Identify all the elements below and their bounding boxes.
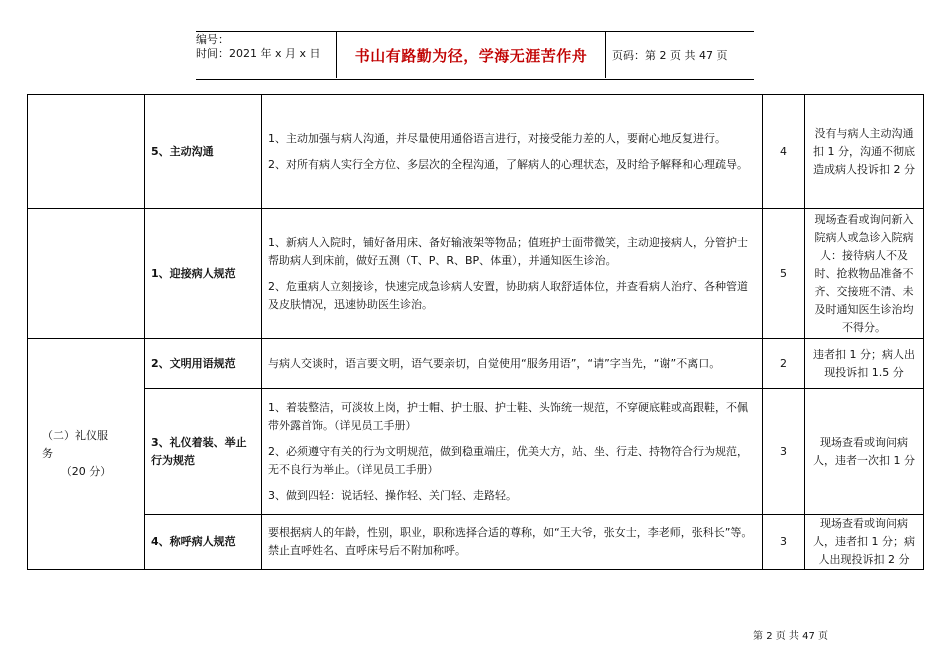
- item-content: [262, 389, 763, 515]
- item-score: 2: [763, 339, 805, 389]
- content-paragraph: 1、主动加强与病人沟通，并尽量使用通俗语言进行，对接受能力差的人，要耐心地反复进行。: [268, 131, 726, 145]
- header-meta: [196, 32, 336, 78]
- motto: 书山有路勤为径，学海无涯苦作舟: [336, 32, 606, 78]
- item-score: 3: [763, 389, 805, 515]
- item-name: 1、迎接病人规范: [145, 209, 262, 339]
- table-row: [28, 95, 924, 209]
- item-content: [262, 515, 763, 570]
- category-title-line2: 务: [42, 447, 53, 460]
- category-cell-blank-top: [28, 95, 145, 209]
- header-bottom-rule: [196, 79, 754, 80]
- page-footer: 第 2 页 共 47 页: [753, 631, 828, 642]
- item-deduction: 现场查看或询问新入院病人或急诊入院病人：接待病人不及时、抢救物品准备不齐、交接班不清、未及时通知医生诊治均不得分。: [805, 209, 924, 339]
- time-label: 时间：2021 年 x 月 x 日: [196, 47, 321, 60]
- item-deduction: 现场查看或询问病人，违者扣 1 分；病人出现投诉扣 2 分: [805, 515, 924, 570]
- content-paragraph: 2、对所有病人实行全方位、多层次的全程沟通，了解病人的心理状态，及时给予解释和心理疏导。: [268, 157, 748, 171]
- number-label: 编号：: [196, 33, 229, 46]
- item-score: 4: [763, 95, 805, 209]
- item-deduction: 现场查看或询问病人，违者一次扣 1 分: [805, 389, 924, 515]
- item-score: 3: [763, 515, 805, 570]
- item-deduction: 违者扣 1 分；病人出现投诉扣 1.5 分: [805, 339, 924, 389]
- content-paragraph: 2、必须遵守有关的行为文明规范，做到稳重端庄，优美大方，站、坐、行走、持物符合行为规范，无不良行为举止。（详见员工手册）: [268, 444, 748, 476]
- item-content: [262, 95, 763, 209]
- item-score: 5: [763, 209, 805, 339]
- table-row: [28, 339, 924, 389]
- category-cell-blank-bottom: [28, 209, 145, 339]
- item-content: [262, 209, 763, 339]
- content-paragraph: 1、新病人入院时，铺好备用床、备好输液架等物品；值班护士面带微笑，主动迎接病人，分管护士帮助病人到床前，做好五测（T、P、R、BP、体重），并通知医生诊治。: [268, 235, 748, 267]
- content-paragraph: 与病人交谈时，语言要文明，语气要亲切，自觉使用“服务用语”，“请”字当先，“谢”不离口。: [268, 356, 721, 370]
- page-indicator: 页码：第 2 页 共 47 页: [612, 49, 728, 62]
- content-paragraph: 3、做到四轻：说话轻、操作轻、关门轻、走路轻。: [268, 488, 517, 502]
- content-paragraph: 要根据病人的年龄，性别，职业，职称选择合适的尊称，如“王大爷，张女士，李老师，张科长”等。禁止直呼姓名、直呼床号后不附加称呼。: [268, 526, 753, 557]
- item-name: 3、礼仪着装、举止行为规范: [145, 389, 262, 515]
- content-paragraph: 2、危重病人立刻接诊，快速完成急诊病人安置，协助病人取舒适体位，并查看病人治疗、各种管道及皮肤情况，迅速协助医生诊治。: [268, 279, 748, 311]
- item-name: 5、主动沟通: [145, 95, 262, 209]
- content-paragraph: 1、着装整洁，可淡妆上岗，护士帽、护士服、护士鞋、头饰统一规范，不穿硬底鞋或高跟鞋，不佩带外露首饰。（详见员工手册）: [268, 400, 748, 432]
- item-name: 2、文明用语规范: [145, 339, 262, 389]
- table-row: [28, 209, 924, 339]
- category-title-line1: （二）礼仪服: [42, 429, 108, 442]
- table-row: [28, 389, 924, 515]
- standards-table: [27, 94, 924, 570]
- table-row: [28, 515, 924, 570]
- page-header: [196, 32, 754, 78]
- item-name: 4、称呼病人规范: [145, 515, 262, 570]
- item-content: [262, 339, 763, 389]
- category-etiquette: [28, 339, 145, 570]
- category-score: （20 分）: [60, 465, 112, 478]
- item-deduction: 没有与病人主动沟通扣 1 分，沟通不彻底造成病人投诉扣 2 分: [805, 95, 924, 209]
